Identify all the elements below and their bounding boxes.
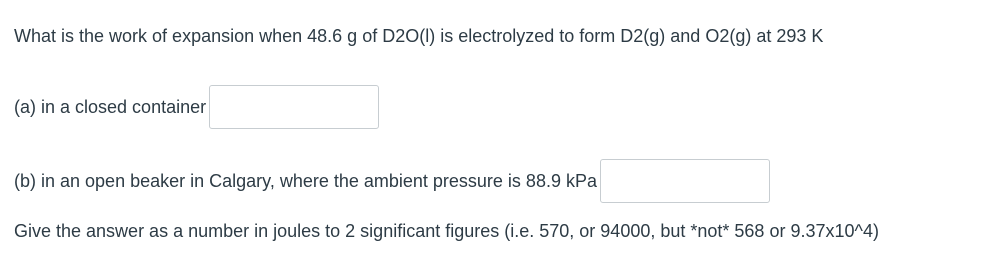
- part-a-label: (a) in a closed container: [14, 97, 207, 117]
- part-b-answer-input[interactable]: [600, 159, 770, 203]
- part-b-row: [14, 159, 770, 203]
- part-a-row: [14, 85, 379, 129]
- part-b-label: (b) in an open beaker in Calgary, where the ambient pressure is 88.9 kPa: [14, 171, 597, 191]
- question-prompt: What is the work of expansion when 48.6 g of D2O(l) is electrolyzed to form D2(g) and O2(g) at 293 K: [14, 26, 824, 46]
- answer-instructions: Give the answer as a number in joules to 2 significant figures (i.e. 570, or 94000, but *not* 568 or 9.37x10^4): [14, 221, 879, 241]
- part-a-answer-input[interactable]: [209, 85, 379, 129]
